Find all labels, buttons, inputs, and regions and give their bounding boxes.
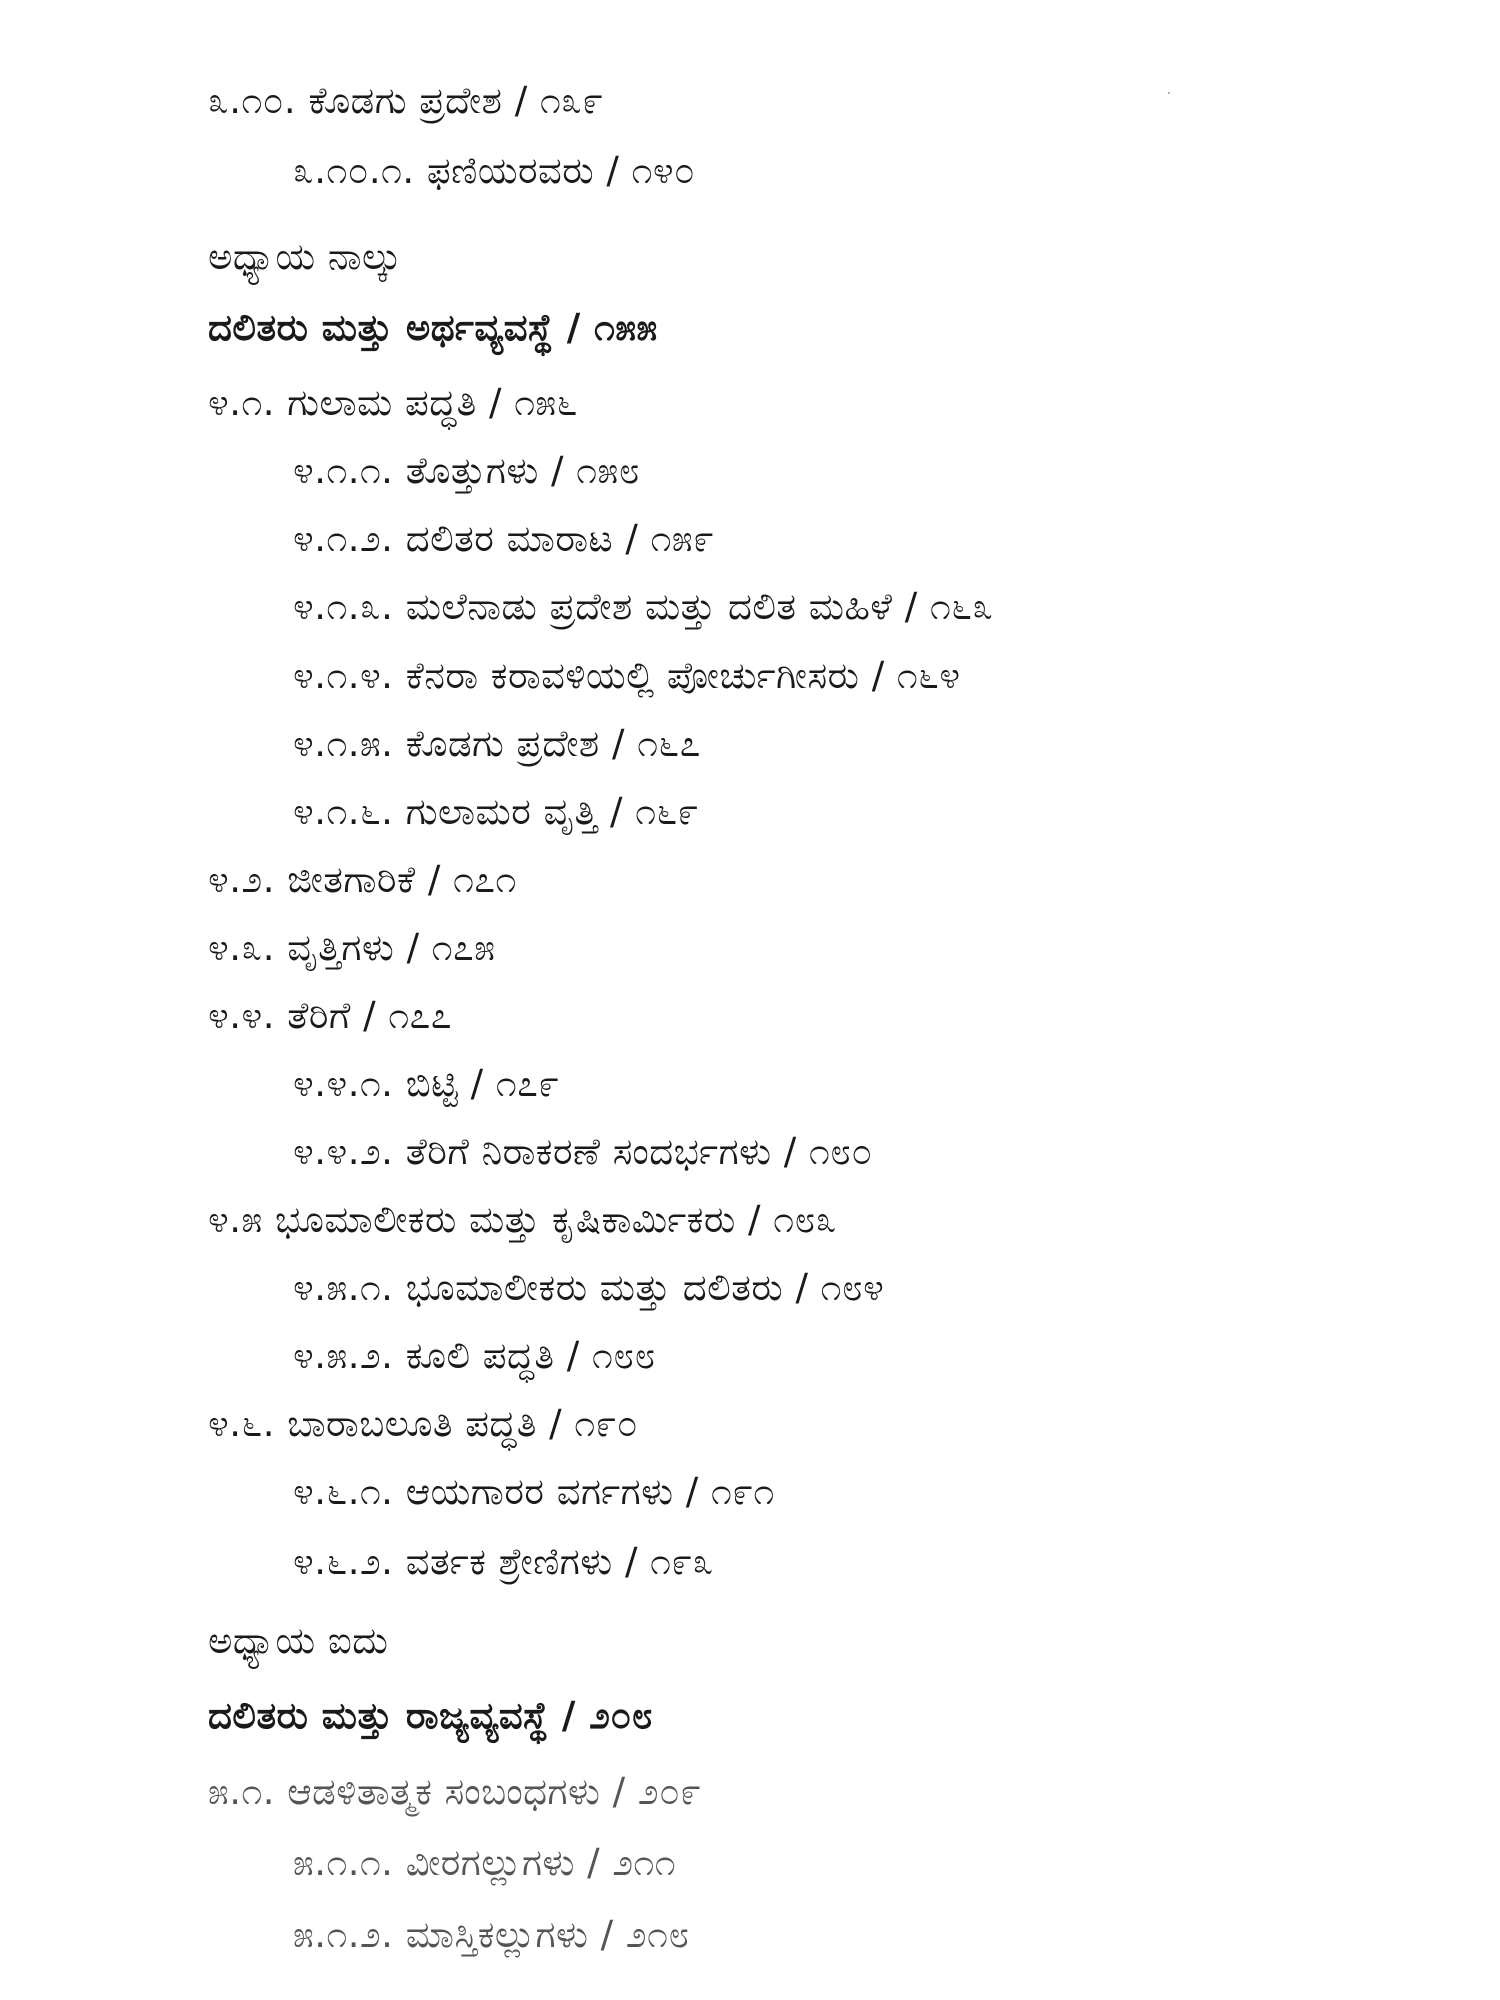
toc-section-4-4: ೪.೪. ತೆರಿಗೆ / ೧೭೭ (208, 994, 452, 1037)
toc-subsection-4-6-2: ೪.೬.೨. ವರ್ತಕ ಶ್ರೇಣಿಗಳು / ೧೯೩ (293, 1540, 714, 1583)
chapter-4-label: ಅಧ್ಯಾಯ ನಾಲ್ಕು (208, 235, 402, 278)
toc-subsection-4-4-2: ೪.೪.೨. ತೆರಿಗೆ ನಿರಾಕರಣೆ ಸಂದರ್ಭಗಳು / ೧೮೦ (293, 1130, 873, 1173)
toc-subsection-4-4-1: ೪.೪.೧. ಬಿಟ್ಟಿ / ೧೭೯ (293, 1062, 560, 1105)
chapter-5-label: ಅಧ್ಯಾಯ ಐದು (208, 1619, 389, 1662)
toc-subsection-4-5-2: ೪.೫.೨. ಕೂಲಿ ಪದ್ಧತಿ / ೧೮೮ (293, 1334, 656, 1377)
toc-section-5-1: ೫.೧. ಆಡಳಿತಾತ್ಮಕ ಸಂಬಂಧಗಳು / ೨೦೯ (208, 1770, 702, 1813)
toc-section-4-5: ೪.೫ ಭೂಮಾಲೀಕರು ಮತ್ತು ಕೃಷಿಕಾರ್ಮಿಕರು / ೧೮೩ (208, 1198, 837, 1241)
toc-subsection-4-1-3: ೪.೧.೩. ಮಲೆನಾಡು ಪ್ರದೇಶ ಮತ್ತು ದಲಿತ ಮಹಿಳೆ / ೧೬೩ (293, 585, 994, 628)
toc-section-4-3: ೪.೩. ವೃತ್ತಿಗಳು / ೧೭೫ (208, 926, 496, 969)
toc-subsection-4-1-2: ೪.೧.೨. ದಲಿತರ ಮಾರಾಟ / ೧೫೯ (293, 517, 715, 560)
chapter-4-title: ದಲಿತರು ಮತ್ತು ಅರ್ಥವ್ಯವಸ್ಥೆ / ೧೫೫ (208, 306, 658, 349)
scan-speck (1168, 92, 1170, 94)
toc-section-3-10: ೩.೧೦. ಕೊಡಗು ಪ್ರದೇಶ / ೧೩೯ (208, 79, 604, 122)
toc-subsection-4-6-1: ೪.೬.೧. ಆಯಗಾರರ ವರ್ಗಗಳು / ೧೯೧ (293, 1470, 775, 1513)
toc-subsection-4-1-5: ೪.೧.೫. ಕೊಡಗು ಪ್ರದೇಶ / ೧೬೭ (293, 722, 701, 765)
toc-subsection-3-10-1: ೩.೧೦.೧. ಫಣಿಯರವರು / ೧೪೦ (293, 149, 696, 192)
toc-subsection-5-1-1: ೫.೧.೧. ವೀರಗಲ್ಲುಗಳು / ೨೧೧ (293, 1841, 676, 1884)
toc-subsection-4-5-1: ೪.೫.೧. ಭೂಮಾಲೀಕರು ಮತ್ತು ದಲಿತರು / ೧೮೪ (293, 1266, 885, 1309)
toc-section-4-2: ೪.೨. ಜೀತಗಾರಿಕೆ / ೧೭೧ (208, 858, 517, 901)
chapter-5-title: ದಲಿತರು ಮತ್ತು ರಾಜ್ಯವ್ಯವಸ್ಥೆ / ೨೦೮ (208, 1694, 653, 1737)
toc-subsection-4-1-4: ೪.೧.೪. ಕೆನರಾ ಕರಾವಳಿಯಲ್ಲಿ ಪೋರ್ಚುಗೀಸರು / ೧೬೪ (293, 654, 961, 697)
toc-section-4-6: ೪.೬. ಬಾರಾಬಲೂತಿ ಪದ್ಧತಿ / ೧೯೦ (208, 1402, 639, 1445)
toc-subsection-4-1-1: ೪.೧.೧. ತೊತ್ತುಗಳು / ೧೫೮ (293, 449, 640, 492)
toc-subsection-5-1-2: ೫.೧.೨. ಮಾಸ್ತಿಕಲ್ಲುಗಳು / ೨೧೮ (293, 1913, 690, 1956)
toc-section-4-1: ೪.೧. ಗುಲಾಮ ಪದ್ಧತಿ / ೧೫೬ (208, 381, 578, 424)
toc-subsection-4-1-6: ೪.೧.೬. ಗುಲಾಮರ ವೃತ್ತಿ / ೧೬೯ (293, 790, 699, 833)
